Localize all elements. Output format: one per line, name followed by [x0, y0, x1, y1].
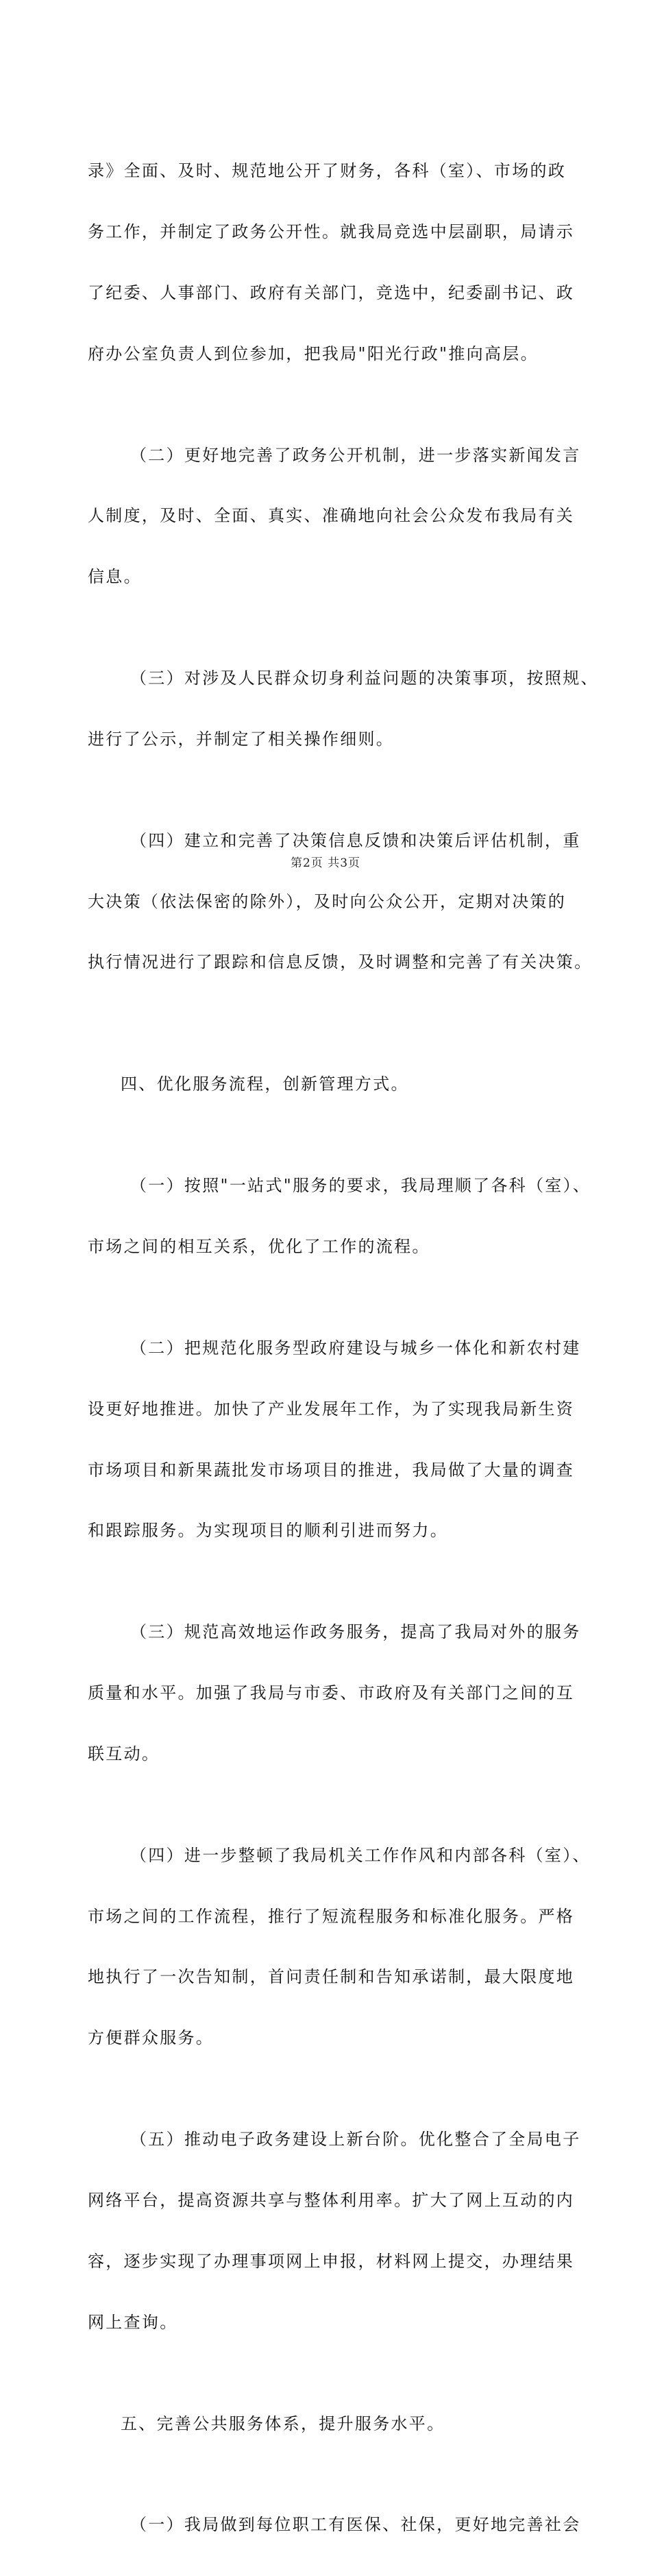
text-line: 地执行了一次告知制，首问责任制和告知承诺制，最大限度地 [88, 1967, 575, 1987]
text-line: 大决策（依法保密的除外），及时向公众公开，定期对决策的 [88, 891, 567, 911]
text-line: 府办公室负责人到位参加，把我局"阳光行政"推向高层。 [88, 344, 539, 363]
text-line: 设更好地推进。加快了产业发展年工作，为了实现我局新生资 [88, 1399, 575, 1419]
text-line: 了纪委、人事部门、政府有关部门，竞选中，纪委副书记、政 [88, 282, 575, 302]
paragraph-4-1 [88, 1135, 591, 1298]
section-heading-4 [88, 1034, 581, 1135]
text-line: （四）建立和完善了决策信息反馈和决策后评估机制，重 [130, 830, 581, 850]
text-line: （二）更好地完善了政务公开机制，进一步落实新闻发言 [130, 445, 581, 465]
page-footer [0, 853, 651, 870]
paragraph-sub-4 [88, 791, 593, 1014]
text-line: （一）我局做到每位职工有医保、社保，更好地完善社会 [130, 2515, 581, 2535]
text-line: 和跟踪服务。为实现项目的顺利引进而努力。 [88, 1521, 448, 1541]
section-heading: 五、完善公共服务体系，提升服务水平。 [121, 2414, 445, 2433]
text-line: 进行了公示，并制定了相关操作细则。 [88, 729, 395, 749]
text-line: 录》全面、及时、规范地公开了财务，各科（室）、市场的政 [88, 161, 567, 181]
section-heading-5 [88, 2373, 581, 2475]
text-line: （四）进一步整顿了我局机关工作作风和内部各科（室）、 [130, 1845, 591, 1865]
document-body [88, 121, 599, 2576]
text-line: （一）按照"一站式"服务的要求，我局理顺了各科（室）、 [130, 1176, 591, 1196]
text-line: （三）对涉及人民群众切身利益问题的决策事项，按照规、 [130, 669, 599, 688]
paragraph-gap [88, 1013, 581, 1034]
text-line: 市场之间的工作流程，推行了短流程服务和标准化服务。严格 [88, 1906, 575, 1926]
paragraph-4-5 [88, 2089, 581, 2373]
paragraph-4-3 [88, 1582, 581, 1805]
paragraph-4-2 [88, 1298, 581, 1582]
paragraph-sub-3 [88, 628, 599, 791]
paragraph-4-4 [88, 1805, 591, 2089]
text-line: 联互动。 [88, 1744, 160, 1764]
text-line: 执行情况进行了跟踪和信息反馈，及时调整和完善了有关决策。 [88, 952, 593, 972]
paragraph-continuation [88, 121, 581, 405]
text-line: （二）把规范化服务型政府建设与城乡一体化和新农村建 [130, 1338, 581, 1358]
text-line: 市场之间的相互关系，优化了工作的流程。 [88, 1237, 430, 1257]
paragraph-5-1 [88, 2475, 581, 2576]
text-line: 质量和水平。加强了我局与市委、市政府及有关部门之间的互 [88, 1683, 575, 1703]
text-line: 务工作，并制定了政务公开性。就我局竞选中层副职，局请示 [88, 221, 575, 241]
section-heading: 四、优化服务流程，创新管理方式。 [121, 1074, 409, 1094]
text-line: 方便群众服务。 [88, 2028, 214, 2048]
text-line: 人制度，及时、全面、真实、准确地向社会公众发布我局有关 [88, 506, 575, 526]
text-line: 市场项目和新果蔬批发市场项目的推进，我局做了大量的调查 [88, 1460, 575, 1480]
page-number-label: 第2页 共3页 [290, 856, 361, 870]
text-line: 网上查询。 [88, 2312, 178, 2332]
text-line: 容，逐步实现了办理事项网上申报，材料网上提交，办理结果 [88, 2251, 575, 2271]
text-line: 网络平台，提高资源共享与整体利用率。扩大了网上互动的内 [88, 2190, 575, 2210]
text-line: （五）推动电子政务建设上新台阶。优化整合了全局电子 [130, 2130, 581, 2150]
text-line: （三）规范高效地运作政务服务，提高了我局对外的服务 [130, 1622, 581, 1642]
text-line: 信息。 [88, 567, 142, 587]
paragraph-sub-2 [88, 405, 581, 628]
